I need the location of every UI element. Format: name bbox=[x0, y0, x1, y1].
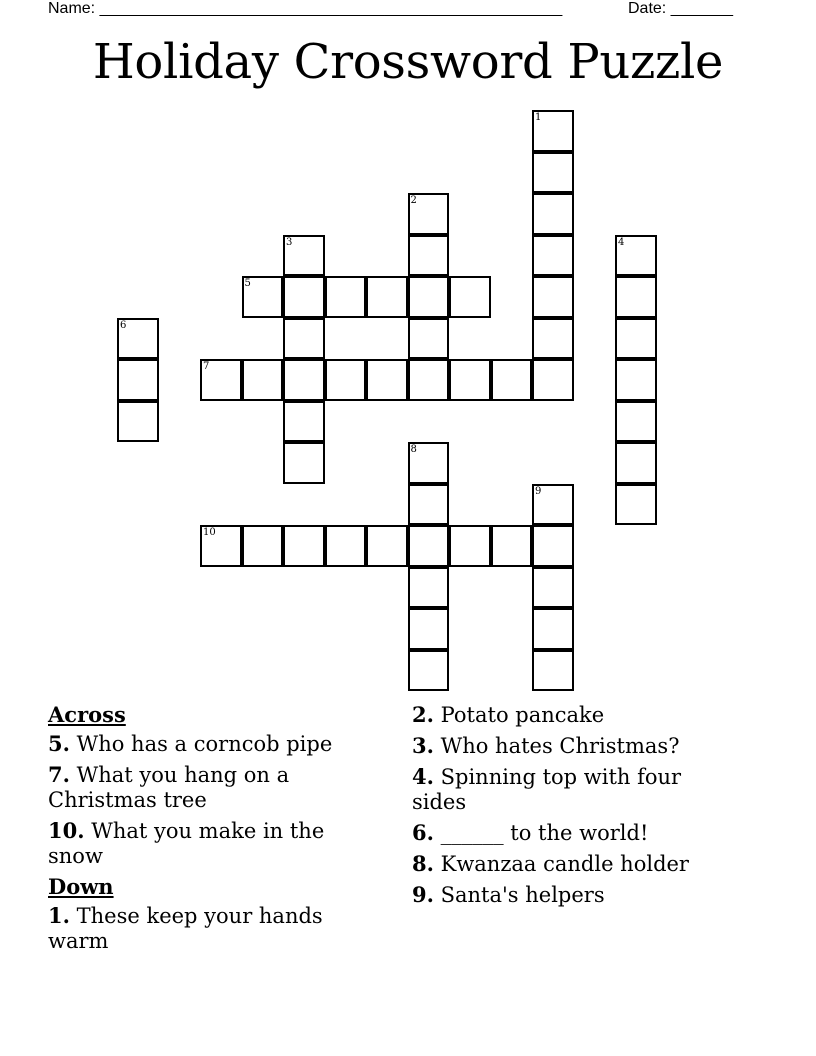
grid-cell[interactable] bbox=[615, 359, 657, 401]
grid-cell[interactable] bbox=[117, 401, 159, 443]
clue-text: Santa's helpers bbox=[440, 883, 605, 907]
grid-cell[interactable] bbox=[532, 152, 574, 194]
clue-across-10 bbox=[48, 818, 368, 869]
grid-cell[interactable] bbox=[408, 193, 450, 235]
grid-cell[interactable] bbox=[283, 525, 325, 567]
grid-cell[interactable] bbox=[242, 276, 284, 318]
clue-down-6 bbox=[412, 820, 732, 846]
clues-left-column bbox=[48, 702, 368, 959]
grid-cell[interactable] bbox=[366, 359, 408, 401]
date-field-label: Date: _______ bbox=[628, 0, 733, 17]
clue-number: 5. bbox=[48, 731, 70, 756]
clue-number: 10. bbox=[48, 818, 85, 843]
grid-cell[interactable] bbox=[366, 276, 408, 318]
cell-number: 6 bbox=[120, 319, 127, 331]
grid-cell[interactable] bbox=[242, 359, 284, 401]
clue-down-9 bbox=[412, 882, 732, 908]
grid-cell[interactable] bbox=[283, 442, 325, 484]
grid-cell[interactable] bbox=[408, 484, 450, 526]
grid-cell[interactable] bbox=[200, 525, 242, 567]
grid-cell[interactable] bbox=[408, 608, 450, 650]
grid-cell[interactable] bbox=[283, 359, 325, 401]
cell-number: 1 bbox=[535, 112, 542, 123]
clue-text: These keep your hands warm bbox=[48, 904, 323, 953]
grid-cell[interactable] bbox=[491, 525, 533, 567]
clue-down-8 bbox=[412, 851, 732, 877]
grid-cell[interactable] bbox=[283, 235, 325, 277]
grid-cell[interactable] bbox=[491, 359, 533, 401]
clue-number: 7. bbox=[48, 762, 70, 787]
grid-cell[interactable] bbox=[325, 359, 367, 401]
grid-cell[interactable] bbox=[117, 318, 159, 360]
clue-number: 4. bbox=[412, 764, 434, 789]
grid-cell[interactable] bbox=[200, 359, 242, 401]
clue-text: What you make in the snow bbox=[48, 819, 325, 868]
grid-cell[interactable] bbox=[408, 442, 450, 484]
cell-number: 4 bbox=[618, 236, 625, 248]
cell-number: 9 bbox=[535, 485, 542, 497]
grid-cell[interactable] bbox=[615, 401, 657, 443]
cell-number: 3 bbox=[286, 236, 293, 248]
clue-text: Kwanzaa candle holder bbox=[440, 852, 689, 876]
grid-cell[interactable] bbox=[615, 318, 657, 360]
clue-number: 6. bbox=[412, 820, 434, 845]
clue-across-5 bbox=[48, 731, 368, 757]
clue-text: Who hates Christmas? bbox=[440, 734, 680, 758]
page-title: Holiday Crossword Puzzle bbox=[92, 34, 724, 90]
clue-text: Spinning top with four sides bbox=[412, 765, 682, 814]
clue-text: Potato pancake bbox=[440, 703, 605, 727]
cell-number: 10 bbox=[203, 527, 216, 538]
cell-number: 7 bbox=[203, 361, 210, 372]
grid-cell[interactable] bbox=[532, 235, 574, 277]
grid-cell[interactable] bbox=[408, 318, 450, 360]
grid-cell[interactable] bbox=[408, 650, 450, 692]
grid-cell[interactable] bbox=[615, 484, 657, 526]
clue-text: What you hang on a Christmas tree bbox=[48, 763, 290, 812]
clue-down-1 bbox=[48, 903, 368, 954]
grid-cell[interactable] bbox=[615, 276, 657, 318]
cell-number: 5 bbox=[244, 278, 251, 289]
cell-number: 8 bbox=[410, 444, 417, 455]
grid-cell[interactable] bbox=[532, 359, 574, 401]
grid-cell[interactable] bbox=[408, 235, 450, 277]
grid-cell[interactable] bbox=[283, 276, 325, 318]
grid-cell[interactable] bbox=[532, 484, 574, 526]
grid-cell[interactable] bbox=[532, 650, 574, 692]
name-field-label: Name: ____________________________________________________ bbox=[48, 0, 563, 17]
grid-cell[interactable] bbox=[449, 276, 491, 318]
grid-cell[interactable] bbox=[449, 359, 491, 401]
grid-cell[interactable] bbox=[532, 608, 574, 650]
grid-cell[interactable] bbox=[532, 110, 574, 152]
grid-cell[interactable] bbox=[408, 276, 450, 318]
grid-cell[interactable] bbox=[408, 567, 450, 609]
clue-across-7 bbox=[48, 762, 368, 813]
grid-cell[interactable] bbox=[408, 525, 450, 567]
grid-cell[interactable] bbox=[532, 318, 574, 360]
grid-cell[interactable] bbox=[615, 442, 657, 484]
grid-cell[interactable] bbox=[325, 276, 367, 318]
across-heading: Across bbox=[48, 702, 126, 727]
clue-text: Who has a corncob pipe bbox=[76, 732, 333, 756]
clue-number: 2. bbox=[412, 702, 434, 727]
grid-cell[interactable] bbox=[449, 525, 491, 567]
cell-number: 2 bbox=[410, 195, 417, 206]
grid-cell[interactable] bbox=[366, 525, 408, 567]
grid-cell[interactable] bbox=[532, 193, 574, 235]
clue-number: 1. bbox=[48, 903, 70, 928]
clue-text: ______ to the world! bbox=[440, 821, 649, 845]
clue-down-4 bbox=[412, 764, 732, 815]
clue-number: 9. bbox=[412, 882, 434, 907]
grid-cell[interactable] bbox=[283, 318, 325, 360]
grid-cell[interactable] bbox=[408, 359, 450, 401]
clues-right-column bbox=[412, 702, 732, 913]
down-heading: Down bbox=[48, 874, 114, 899]
grid-cell[interactable] bbox=[242, 525, 284, 567]
grid-cell[interactable] bbox=[532, 525, 574, 567]
clue-down-3 bbox=[412, 733, 732, 759]
grid-cell[interactable] bbox=[283, 401, 325, 443]
clue-number: 8. bbox=[412, 851, 434, 876]
grid-cell[interactable] bbox=[325, 525, 367, 567]
clue-down-2 bbox=[412, 702, 732, 728]
grid-cell[interactable] bbox=[615, 235, 657, 277]
grid-cell[interactable] bbox=[117, 359, 159, 401]
clue-number: 3. bbox=[412, 733, 434, 758]
grid-cell[interactable] bbox=[532, 276, 574, 318]
grid-cell[interactable] bbox=[532, 567, 574, 609]
